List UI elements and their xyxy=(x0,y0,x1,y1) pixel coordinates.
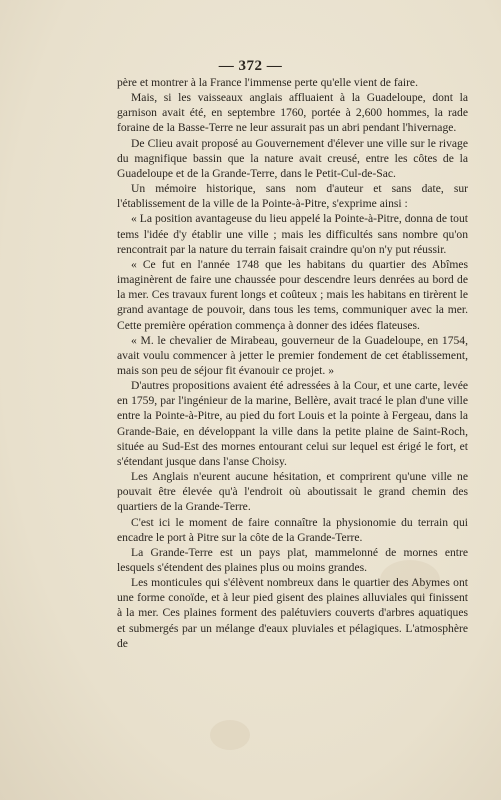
body-text xyxy=(117,75,468,651)
paragraph: Mais, si les vaisseaux anglais affluaient à la Guadeloupe, dont la garnison avait été, en septembre 1760, portée à 2,600 hommes, la rade foraine de la Basse-Terre ne leur assurait pas un abri pendant l'hivernage. xyxy=(117,91,468,135)
quoted-paragraph: « M. le chevalier de Mirabeau, gouverneur de la Guadeloupe, en 1754, avait voulu commencer à jetter le premier fondement de cet établissement, mais son peu de séjour fit évanouir ce projet. » xyxy=(117,333,468,377)
paragraph: La Grande-Terre est un pays plat, mammelonné de mornes entre lesquels s'étendent des plaines plus ou moins grandes. xyxy=(117,545,468,574)
paragraph: Les monticules qui s'élèvent nombreux dans le quartier des Abymes ont une forme conoïde, et à leur pied gisent des plaines alluviales qui finissent à la mer. Ces plaines forment des palétuviers couverts d'arbres aquatiques et submergés par un mélange d'eaux pluviales et pélagiques. L'atmosphère de xyxy=(117,576,468,650)
paragraph: D'autres propositions avaient été adressées à la Cour, et une carte, levée en 1759, par l'ingénieur de la marine, Bellère, avait tracé le plan d'une ville entre la Pointe-à-Pitre, au pied du fort Louis et la pointe à Fergeau, dans la Grande-Baie, en développant la ville dans la petite plaine de Saint-Roch, située au Sud-Est des mornes entourant celui sur lequel est érigé le fort, et s'étendant jusque dans l'anse Choisy. xyxy=(117,379,468,468)
paragraph: Les Anglais n'eurent aucune hésitation, et comprirent qu'une ville ne pouvait être élevée qu'à l'endroit où aboutissait le grand chemin des quartiers de la Grande-Terre. xyxy=(117,470,468,514)
paper-stain xyxy=(210,720,250,750)
paragraph: De Clieu avait proposé au Gouvernement d'élever une ville sur le rivage du magnifique bassin que la nature avait creusé, entre les côtes de la Guadeloupe et de la Grande-Terre, dans le Petit-Cul-de-Sac. xyxy=(117,136,468,180)
paragraph: père et montrer à la France l'immense perte qu'elle vient de faire. xyxy=(117,76,418,89)
paragraph: Un mémoire historique, sans nom d'auteur et sans date, sur l'établissement de la ville de la Pointe-à-Pitre, s'exprime ainsi : xyxy=(117,182,468,211)
quoted-paragraph: « Ce fut en l'année 1748 que les habitans du quartier des Abîmes imaginèrent de faire une chaussée pour descendre leurs denrées au bord de la mer. Ces travaux furent longs et coûteux ; mais les habitans en tirèrent le grand avantage de pouvoir, dans tous les tems, communiquer avec la mer. Cette première opération commença à donner des idées flateuses. xyxy=(117,257,468,332)
page-number: — 372 — xyxy=(218,58,283,74)
quoted-paragraph: « La position avantageuse du lieu appelé la Pointe-à-Pitre, donna de tout tems l'idée d'y établir une ville ; mais les difficultés sans nombre qu'on rencontrait par la nature du terrain faisait craindre qu'on n'y put réussir. xyxy=(117,212,468,256)
paragraph: C'est ici le moment de faire connaître la physionomie du terrain qui encadre le port à Pitre sur la côte de la Grande-Terre. xyxy=(117,515,468,544)
